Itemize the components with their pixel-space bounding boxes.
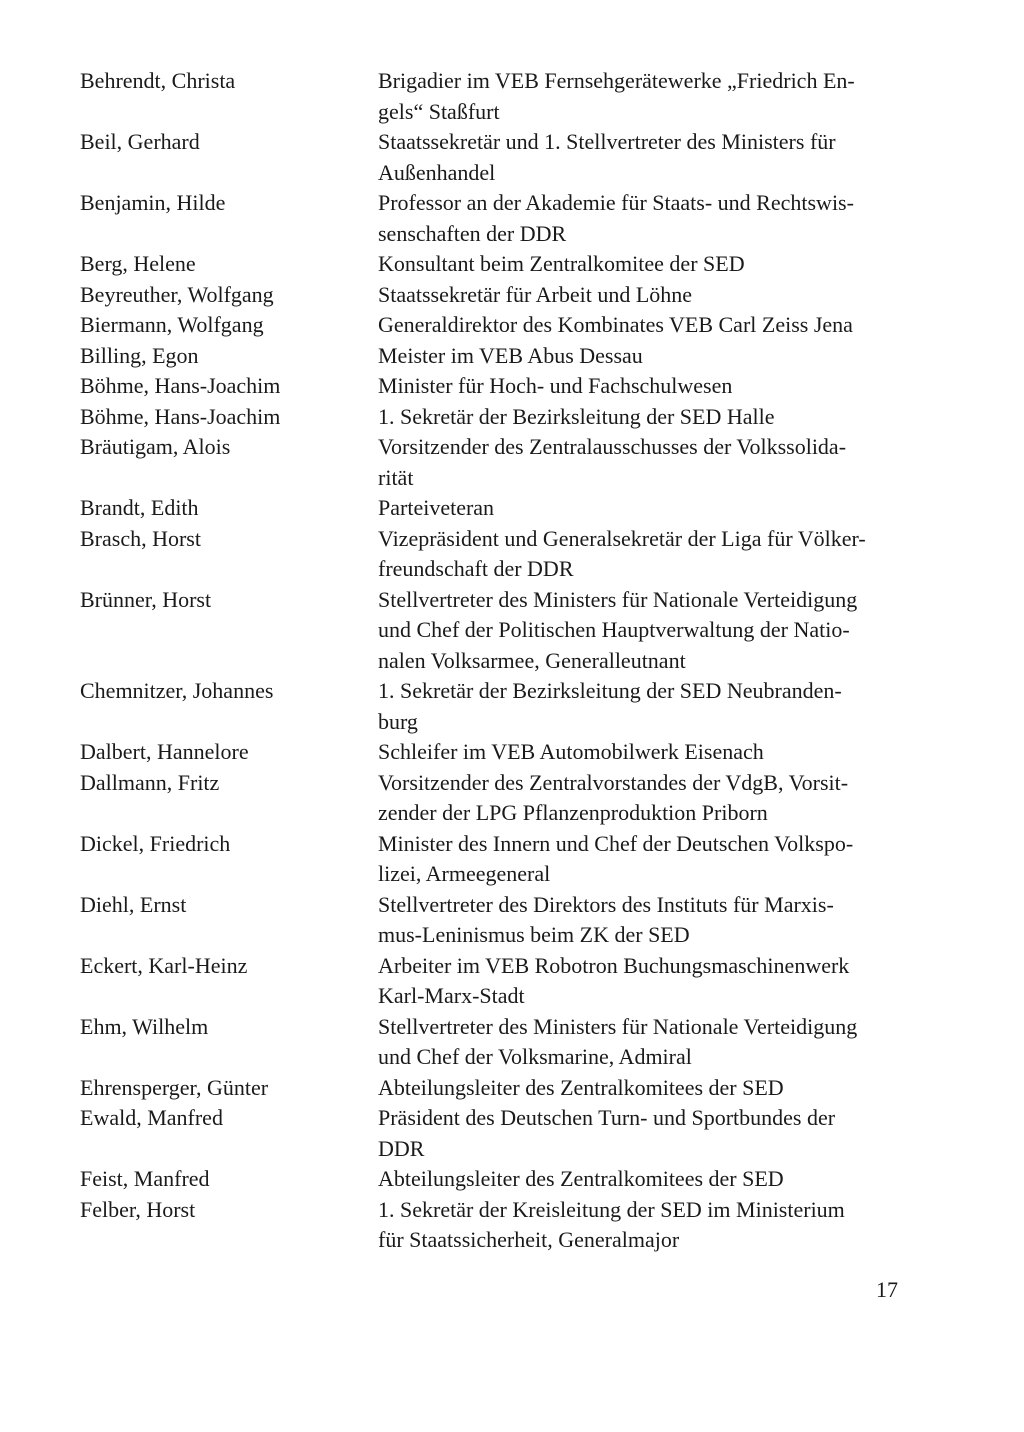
position-line: Arbeiter im VEB Robotron Buchungsmaschinenwerk [378, 952, 850, 978]
position-line: 1. Sekretär der Kreisleitung der SED im Ministerium [378, 1196, 845, 1222]
person-name: Dalbert, Hannelore [80, 739, 249, 764]
person-name: Brünner, Horst [80, 586, 212, 612]
person-position [378, 1012, 913, 1073]
person-name: Beyreuther, Wolfgang [80, 281, 274, 307]
person-position [378, 341, 913, 372]
person-position [378, 890, 913, 951]
position-line: Vorsitzender des Zentralausschusses der Volkssolida- [378, 434, 847, 459]
person-position [378, 829, 913, 890]
position-line: nalen Volksarmee, Generalleutnant [378, 647, 686, 673]
position-line: Abteilungsleiter des Zentralkomitees der SED [378, 1166, 784, 1191]
person-position [378, 951, 913, 1012]
list-item [0, 1164, 1024, 1195]
person-name: Feist, Manfred [80, 1166, 210, 1191]
person-name: Bräutigam, Alois [80, 434, 231, 459]
position-line: zender der LPG Pflanzenproduktion Priborn [378, 800, 768, 825]
position-line: Konsultant beim Zentralkomitee der SED [378, 251, 745, 276]
person-name: Brasch, Horst [80, 525, 201, 551]
person-name: Beil, Gerhard [80, 129, 200, 154]
list-item [0, 737, 1024, 768]
person-name: Eckert, Karl-Heinz [80, 952, 248, 978]
person-name: Böhme, Hans-Joachim [80, 373, 281, 398]
person-position [378, 402, 913, 433]
person-name: Berg, Helene [80, 251, 196, 276]
person-position [378, 1103, 913, 1164]
list-item [0, 310, 1024, 341]
person-position [378, 280, 913, 311]
position-line: lizei, Armeegeneral [378, 861, 551, 886]
person-position [378, 371, 913, 402]
position-line: Staatssekretär und 1. Stellvertreter des Ministers für [378, 129, 836, 154]
list-item [0, 371, 1024, 402]
position-line: Professor an der Akademie für Staats- und Rechtswis- [378, 190, 854, 215]
entry-list [0, 66, 1024, 1256]
person-name: Dickel, Friedrich [80, 830, 231, 856]
person-name: Ehrensperger, Günter [80, 1074, 269, 1100]
position-line: für Staatssicherheit, Generalmajor [378, 1227, 680, 1252]
person-name: Brandt, Edith [80, 495, 199, 520]
position-line: gels“ Staßfurt [378, 98, 500, 124]
position-line: mus-Leninismus beim ZK der SED [378, 922, 690, 947]
list-item [0, 829, 1024, 890]
person-name: Billing, Egon [80, 342, 199, 368]
list-item [0, 341, 1024, 372]
list-item [0, 493, 1024, 524]
page-number: 17 [876, 1277, 898, 1302]
list-item [0, 432, 1024, 493]
position-line: Stellvertreter des Ministers für Nationale Verteidigung [378, 1013, 858, 1039]
person-position [378, 1164, 913, 1195]
position-line: burg [378, 708, 418, 734]
position-line: DDR [378, 1135, 425, 1161]
position-line: Brigadier im VEB Fernsehgerätewerke „Friedrich En- [378, 68, 855, 93]
list-item [0, 280, 1024, 311]
list-item [0, 402, 1024, 433]
person-name: Ewald, Manfred [80, 1105, 223, 1130]
list-item [0, 1012, 1024, 1073]
position-line: Vizepräsident und Generalsekretär der Liga für Völker- [378, 525, 866, 551]
person-name: Biermann, Wolfgang [80, 312, 264, 337]
list-item [0, 1073, 1024, 1104]
person-name: Chemnitzer, Johannes [80, 678, 274, 703]
position-line: Staatssekretär für Arbeit und Löhne [378, 281, 693, 307]
person-position [378, 249, 913, 280]
position-line: Generaldirektor des Kombinates VEB Carl Zeiss Jena [378, 312, 853, 337]
list-item [0, 585, 1024, 677]
person-name: Böhme, Hans-Joachim [80, 403, 281, 429]
position-line: Abteilungsleiter des Zentralkomitees der SED [378, 1074, 784, 1100]
person-position [378, 737, 913, 768]
list-item [0, 66, 1024, 127]
position-line: 1. Sekretär der Bezirksleitung der SED Neubranden- [378, 678, 842, 703]
person-name: Diehl, Ernst [80, 891, 187, 917]
list-item [0, 524, 1024, 585]
person-position [378, 524, 913, 585]
position-line: Minister des Innern und Chef der Deutschen Volkspo- [378, 830, 854, 856]
person-position [378, 1195, 913, 1256]
person-position [378, 768, 913, 829]
list-item [0, 768, 1024, 829]
person-name: Benjamin, Hilde [80, 190, 226, 215]
list-item [0, 249, 1024, 280]
position-line: Parteiveteran [378, 495, 495, 520]
person-position [378, 127, 913, 188]
person-position [378, 432, 913, 493]
person-position [378, 676, 913, 737]
position-line: 1. Sekretär der Bezirksleitung der SED Halle [378, 403, 775, 429]
position-line: rität [378, 464, 414, 490]
list-item [0, 1195, 1024, 1256]
position-line: Stellvertreter des Ministers für Nationale Verteidigung [378, 586, 858, 612]
list-item [0, 1103, 1024, 1164]
person-position [378, 585, 913, 677]
person-position [378, 310, 913, 341]
person-position [378, 188, 913, 249]
list-item [0, 188, 1024, 249]
position-line: Außenhandel [378, 159, 496, 185]
position-line: und Chef der Volksmarine, Admiral [378, 1044, 692, 1069]
position-line: Vorsitzender des Zentralvorstandes der VdgB, Vorsit- [378, 769, 849, 795]
person-name: Behrendt, Christa [80, 68, 236, 93]
position-line: Minister für Hoch- und Fachschulwesen [378, 373, 733, 398]
list-item [0, 890, 1024, 951]
position-line: senschaften der DDR [378, 220, 567, 246]
person-position [378, 493, 913, 524]
list-item [0, 127, 1024, 188]
position-line: Stellvertreter des Direktors des Instituts für Marxis- [378, 891, 834, 917]
person-name: Ehm, Wilhelm [80, 1013, 209, 1039]
person-position [378, 66, 913, 127]
person-position [378, 1073, 913, 1104]
person-name: Felber, Horst [80, 1196, 196, 1222]
position-line: Präsident des Deutschen Turn- und Sportbundes der [378, 1105, 836, 1130]
position-line: und Chef der Politischen Hauptverwaltung der Natio- [378, 617, 850, 642]
position-line: freundschaft der DDR [378, 556, 574, 581]
person-name: Dallmann, Fritz [80, 769, 220, 795]
position-line: Meister im VEB Abus Dessau [378, 342, 643, 368]
position-line: Karl-Marx-Stadt [378, 983, 525, 1008]
list-item [0, 951, 1024, 1012]
list-item [0, 676, 1024, 737]
position-line: Schleifer im VEB Automobilwerk Eisenach [378, 739, 764, 764]
